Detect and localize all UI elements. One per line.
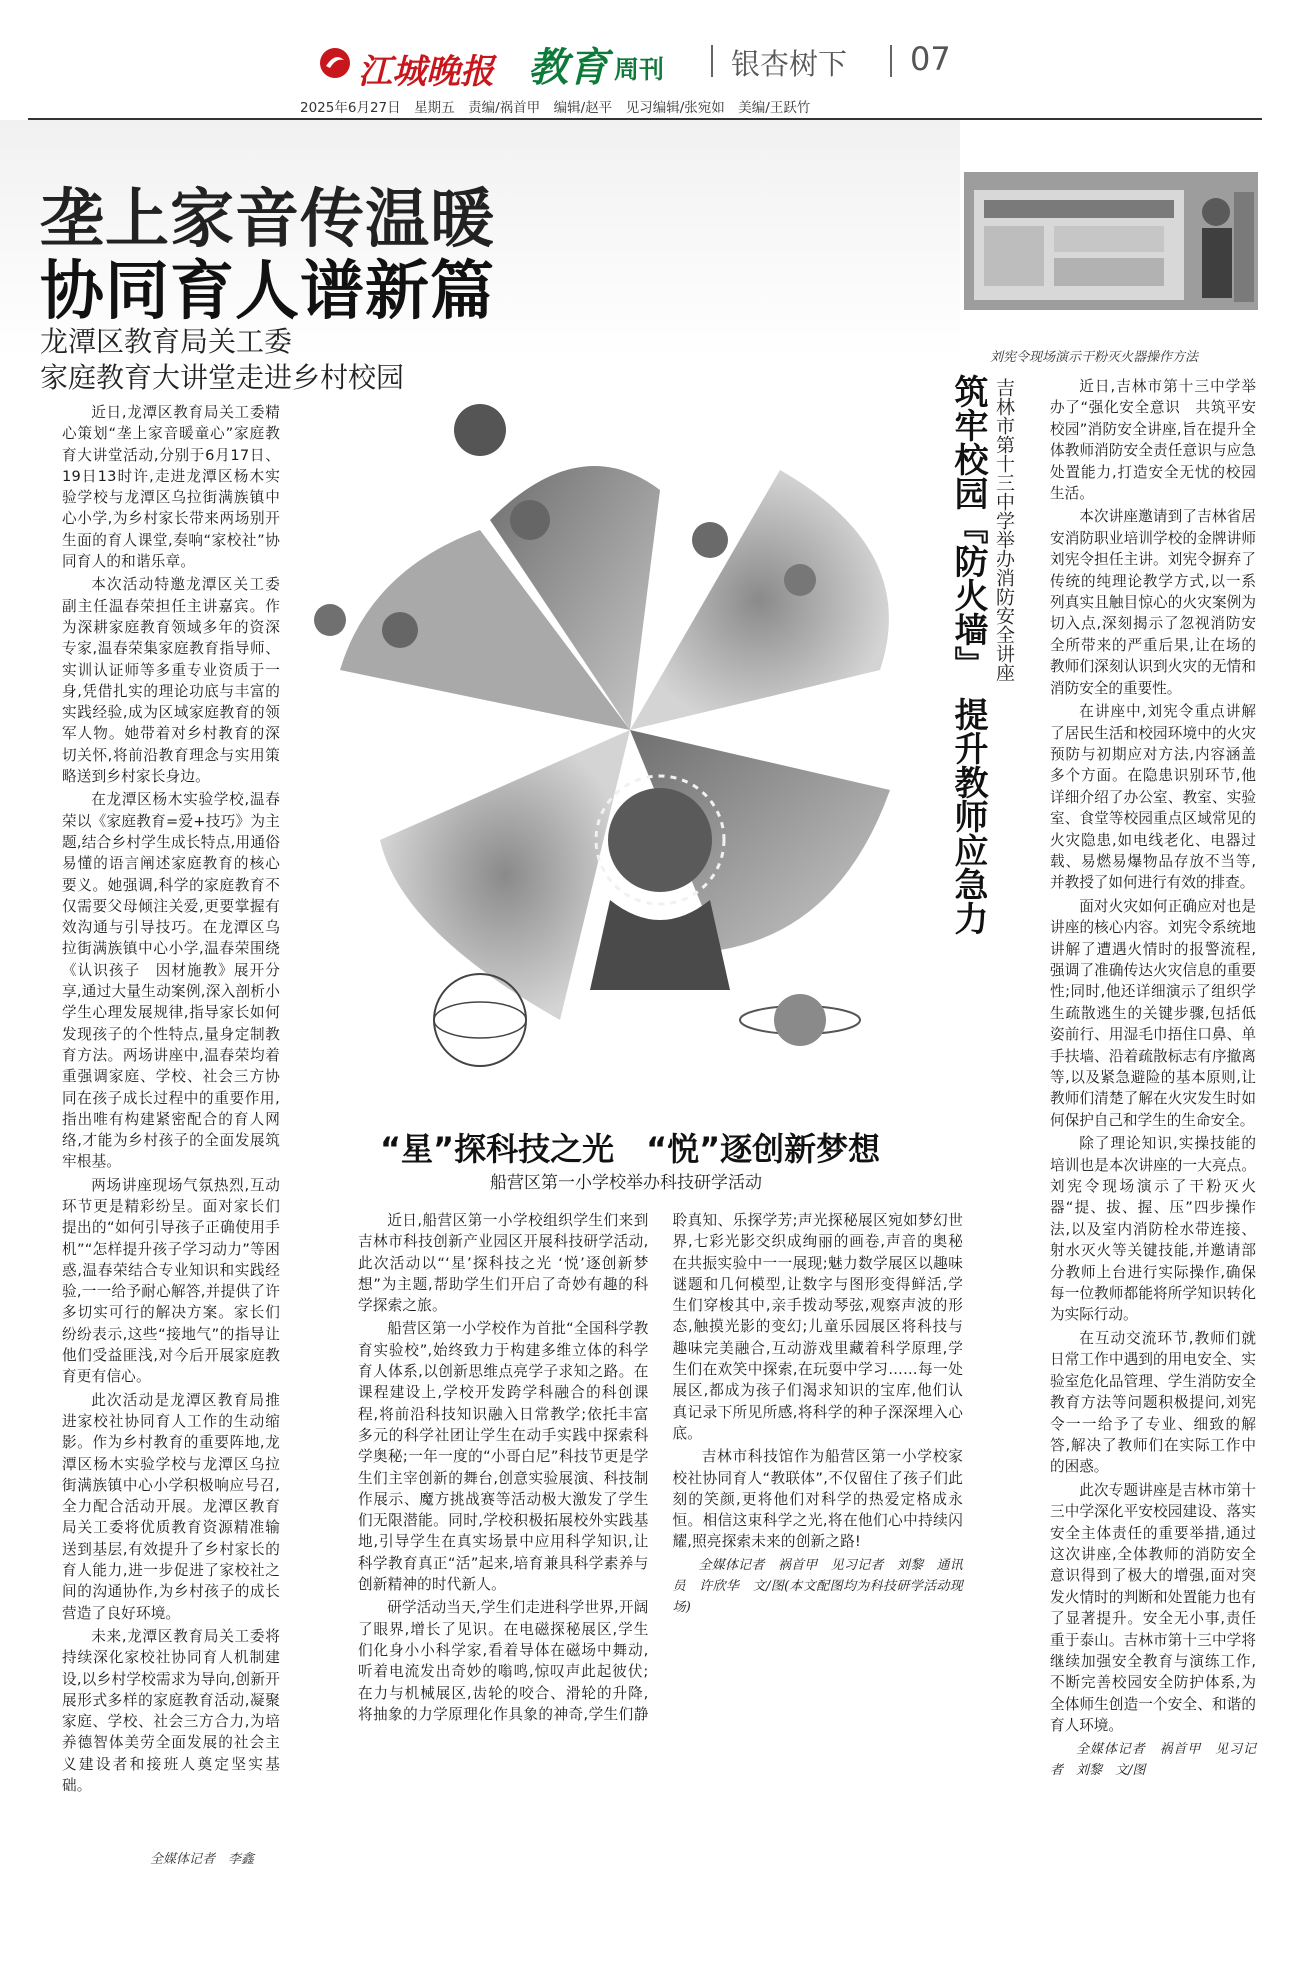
article3-paragraph: 在讲座中,刘宪令重点讲解了居民生活和校园环境中的火灾预防与初期应对方法,内容涵盖多个方面。在隐患识别环节,他详细介绍了办公室、教室、实验室、食堂等校园重点区域常见的火灾隐患,如电线老化、电器过载、易燃易爆物品存放不当等,并教授了如何进行有效的排查。 [1050, 703, 1256, 892]
article3-paragraph: 在互动交流环节,教师们就日常工作中遇到的用电安全、实验室危化品管理、学生消防安全教育方法等问题积极提问,刘宪令一一给予了专业、细致的解答,解决了教师们在实际工作中的困惑。 [1050, 1329, 1256, 1476]
article3-paragraph: 本次讲座邀请到了吉林省居安消防职业培训学校的金牌讲师刘宪令担任主讲。刘宪令摒弃了传统的纯理论教学方式,以一系列真实且触目惊心的火灾案例为切入点,深刻揭示了忽视消防安全所带来的严重后果,让在场的教师们深刻认识到火灾的无情和消防安全的重要性。 [1050, 508, 1256, 697]
masthead-divider [890, 45, 892, 77]
masthead-divider [711, 45, 713, 77]
article3-paragraph: 此次专题讲座是吉林市第十三中学深化平安校园建设、落实安全主体责任的重要举措,通过这次讲座,全体教师的消防安全意识得到了极大的增强,面对突发火情时的判断和处置能力也有了显著提升。安全无小事,责任重于泰山。吉林市第十三中学将继续加强安全教育与演练工作,不断完善校园安全防护体系,为全体师生创造一个安全、和谐的育人环境。 [1050, 1481, 1256, 1735]
article3-headline-sub: 吉林市第十三中学举办消防安全讲座 [993, 378, 1015, 682]
logo-emblem-icon [318, 46, 352, 80]
article2-paragraph: 船营区第一小学校作为首批“全国科学教育实验校”,始终致力于构建多维立体的科学育人体系,以创新思维点亮学子求知之路。在课程建设上,学校开发跨学科融合的科创课程,将前沿科技知识融入日常教学;依托丰富多元的科学社团让学生在动手实践中探索科学奥秘;一年一度的“小哥白尼”科技节更是学生们主宰创新的舞台,创意实验展演、科技制作展示、魔方挑战赛等活动极大激发了学生们无限潜能。同时,学校积极拓展校外实践基地,引导学生在真实场景中应用科学知识,让科学教育真正“活”起来,培育兼具科学素养与创新精神的时代新人。 [358, 1320, 649, 1594]
article2-byline: 全媒体记者 祸首甲 见习记者 刘黎 通讯员 许欣华 文/图(本文配图均为科技研学活动现场) [672, 1557, 963, 1616]
article3-body [1050, 376, 1256, 1783]
article1-body [62, 402, 280, 1798]
editors-line: 2025年6月27日 星期五 责编/祸首甲 编辑/赵平 见习编辑/张宛如 美编/王跃竹 [300, 100, 811, 116]
article1-paragraph: 本次活动特邀龙潭区关工委副主任温春荣担任主讲嘉宾。作为深耕家庭教育领域多年的资深专家,温春荣集家庭教育指导师、实训认证师等多重专业资质于一身,凭借扎实的理论功底与丰富的实践经验,成为区域家庭教育的领军人物。她带着对乡村教育的深切关怀,将前沿教育理念与实用策略送到乡村家长身边。 [62, 576, 280, 786]
masthead [0, 0, 1290, 120]
article1-paragraph: 在龙潭区杨木实验学校,温春荣以《家庭教育=爱+技巧》为主题,结合乡村学生成长特点,用通俗易懂的语言阐述家庭教育的核心要义。她强调,科学的家庭教育不仅需要父母倾注关爱,更要掌握有效沟通与引导技巧。在龙潭区乌拉街满族镇中心小学,温春荣围绕《认识孩子 因材施教》展开分享,通过大量生动案例,深入剖析小学生心理发展规律,指导家长如何发现孩子的个性特点,量身定制教育方法。两场讲座中,温春荣均着重强调家庭、学校、社会三方协同在孩子成长过程中的重要作用,指出唯有构建紧密配合的育人网络,才能为乡村孩子的全面发展筑牢根基。 [62, 791, 280, 1171]
article1-subtitle-line1: 龙潭区教育局关工委 [40, 325, 293, 358]
supplement-name: 教育 [528, 44, 608, 91]
photo-caption: 刘宪令现场演示干粉灭火器操作方法 [990, 350, 1199, 365]
article3-paragraph: 面对火灾如何正确应对也是讲座的核心内容。刘宪令系统地讲解了遭遇火情时的报警流程,强调了准确传达火灾信息的重要性;同时,他还详细演示了组织学生疏散逃生的关键步骤,包括低姿前行、用湿毛巾捂住口鼻、单手扶墙、沿着疏散标志有序撤离等,以及紧急避险的基本原则,让教师们清楚了解在火灾发生时如何保护自己和学生的生命安全。 [1050, 897, 1256, 1129]
article2-body [358, 1210, 963, 1730]
article1-title-line2: 协同育人谱新篇 [40, 255, 495, 329]
article3-byline: 全媒体记者 祸首甲 见习记者 刘黎 文/图 [1050, 1741, 1256, 1778]
article1-paragraph: 此次活动是龙潭区教育局推进家校社协同育人工作的生动缩影。作为乡村教育的重要阵地,龙潭区杨木实验学校与龙潭区乌拉街满族镇中心小学积极响应号召,全力配合活动开展。龙潭区教育局关工委将优质教育资源精准输送到基层,有效提升了乡村家长的育人能力,进一步促进了家校社之间的沟通协作,为乡村孩子的成长营造了良好环境。 [62, 1391, 280, 1622]
classroom-photo-collage [280, 370, 980, 1090]
article2-title: “星”探科技之光 “悦”逐创新梦想 [380, 1130, 881, 1168]
article1-title-line1: 垄上家音传温暖 [40, 183, 495, 257]
article3-headline-main: 筑牢校园『防火墙』 提升教师应急力 [948, 374, 988, 935]
article1-byline: 全媒体记者 李鑫 [150, 1852, 255, 1867]
article3-paragraph: 近日,吉林市第十三中学举办了“强化安全意识 共筑平安校园”消防安全讲座,旨在提升全体教师消防安全责任意识与应急处置能力,打造安全无忧的校园生活。 [1050, 378, 1256, 503]
article2-subtitle: 船营区第一小学校举办科技研学活动 [490, 1173, 762, 1193]
supplement-suffix: 周刊 [614, 55, 665, 84]
article3-paragraph: 除了理论知识,实操技能的培训也是本次讲座的一大亮点。刘宪令现场演示了干粉灭火器“提、拔、握、压”四步操作法,以及室内消防栓水带连接、射水灭火等关键技能,并邀请部分教师上台进行实际操作,确保每一位教师都能将所学知识转化为实际行动。 [1050, 1135, 1256, 1324]
article2-paragraph: 研学活动当天,学生们走进科学世界,开阔了眼界,增长了见识。在电磁探秘展区,学生们化身小小科学家,看着导体在磁场中舞动,听着电流发出奇妙的嗡鸣,惊叹声此起彼伏;在力与机械展区,齿轮的咬合、滑轮的升降,将抽象的力学原理化作具象的神奇,学生们静聆真知、乐探学芳;声光探秘展区宛如梦幻世界,七彩光影交织成绚丽的画卷,声音的奥秘在共振实验中一一展现;魅力数学展区以趣味谜题和几何模型,让数字与图形变得鲜活,学生们穿梭其中,亲手拨动琴弦,观察声波的形态,触摸光影的变幻;儿童乐园展区将科技与趣味完美融合,互动游戏里藏着科学原理,学生们在欢笑中探索,在玩耍中学习……每一处展区,都成为孩子们渴求知识的宝库,他们认真记录下所见所感,将科学的种子深深埋入心底。 [358, 1212, 963, 1723]
article1-paragraph: 近日,龙潭区教育局关工委精心策划“垄上家音暖童心”家庭教育大讲堂活动,分别于6月17日、19日13时许,走进龙潭区杨木实验学校与龙潭区乌拉街满族镇中心小学,为乡村家长带来两场别开生面的育人课堂,奏响“家校社”协同育人的和谐乐章。 [62, 404, 280, 571]
newspaper-logo [318, 40, 518, 92]
article1-paragraph: 两场讲座现场气氛热烈,互动环节更是精彩纷呈。面对家长们提出的“如何引导孩子正确使用手机”“怎样提升孩子学习动力”等困惑,温春荣结合专业知识和实践经验,一一给予耐心解答,并提供了许多切实可行的解决方案。家长们纷纷表示,这些“接地气”的指导让他们受益匪浅,对今后开展家庭教育更有信心。 [62, 1176, 280, 1386]
page-number: 07 [910, 40, 951, 78]
article2-paragraph: 吉林市科技馆作为船营区第一小学校家校社协同育人“教联体”,不仅留住了孩子们此刻的笑颜,更将他们对科学的热爱定格成永恒。相信这束科学之光,将在他们心中持续闪耀,照亮探索未来的创新之路! [672, 1448, 963, 1551]
newspaper-name: 江城晚报 [358, 52, 494, 92]
supplement-logo [528, 30, 696, 90]
article2-paragraph: 近日,船营区第一小学校组织学生们来到吉林市科技创新产业园区开展科技研学活动,此次活动以“‘星’探科技之光 ‘悦’逐创新梦想”为主题,帮助学生们开启了奇妙有趣的科学探索之旅。 [358, 1212, 649, 1315]
section-name: 银杏树下 [731, 47, 848, 81]
article1-subtitle-line2: 家庭教育大讲堂走进乡村校园 [40, 361, 405, 394]
article1-paragraph: 未来,龙潭区教育局关工委将持续深化家校社协同育人机制建设,以乡村学校需求为导向,创新开展形式多样的家庭教育活动,凝聚家庭、学校、社会三方合力,为培养德智体美劳全面发展的社会主义建设者和接班人奠定坚实基础。 [62, 1627, 280, 1794]
fire-extinguisher-demo-photo [964, 172, 1258, 310]
